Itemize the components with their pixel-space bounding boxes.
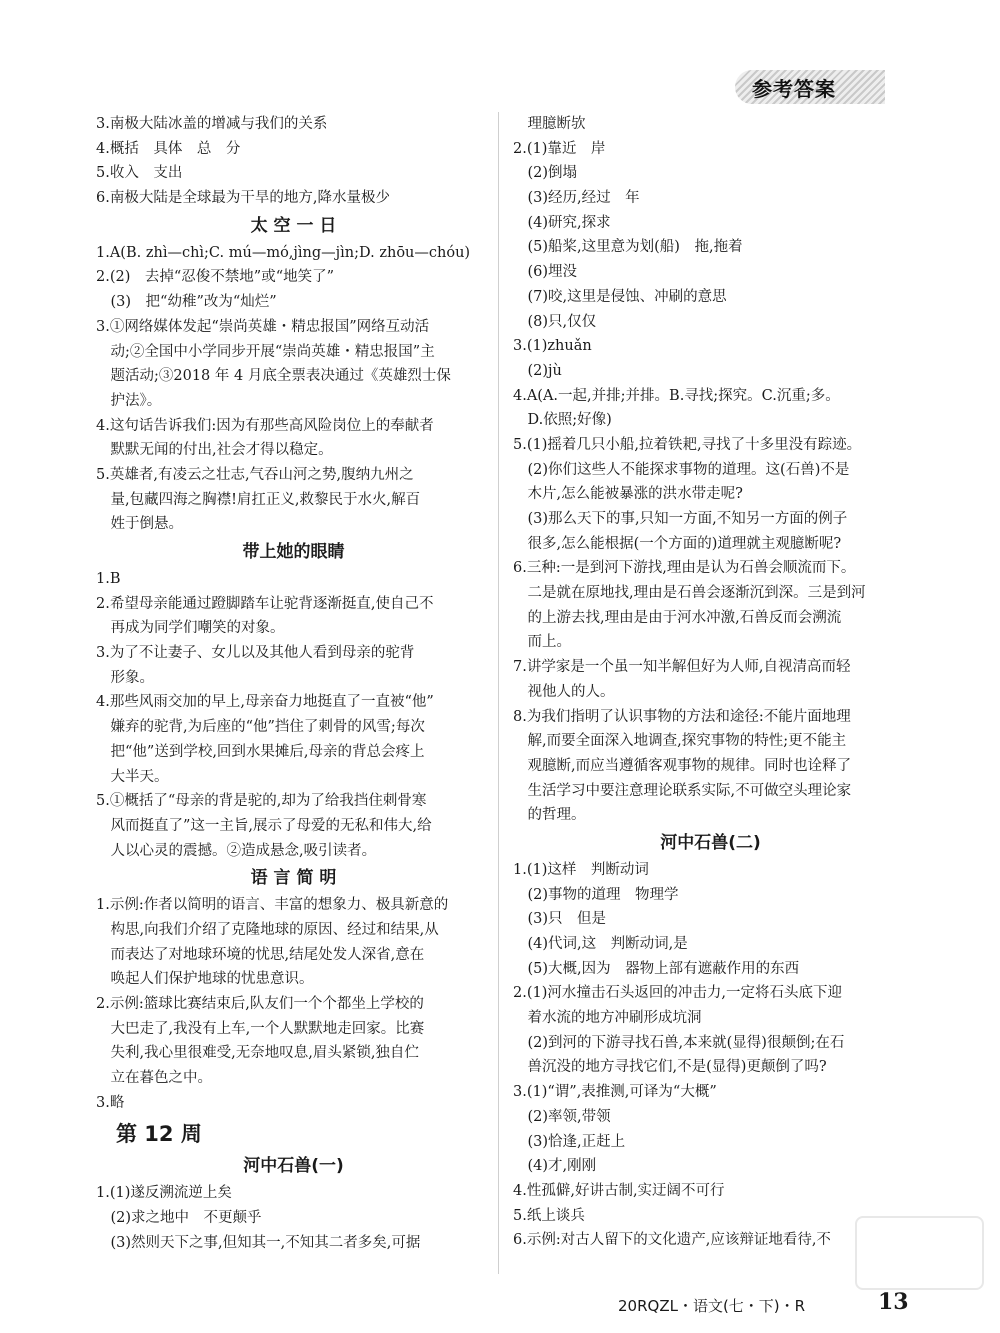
answer-line: 7.讲学家是一个虽一知半解但好为人师,自视清高而轻 <box>513 659 851 676</box>
answer-line: 3.(1)zhuǎn <box>513 338 592 355</box>
answer-line: 生活学习中要注意理论联系实际,不可做空头理论家 <box>513 782 852 799</box>
answer-line: 1.A(B. zhì—chì;C. mú—mó,jìng—jìn;D. zhōu—chóu) <box>96 244 471 261</box>
answer-line: 而表达了对地球环境的忧思,结尾处发人深省,意在 <box>96 946 425 963</box>
answer-line: 形象。 <box>96 669 154 686</box>
answer-line: 2.示例:篮球比赛结束后,队友们一个个都坐上学校的 <box>96 996 424 1012</box>
section-title: 太 空 一 日 <box>250 215 337 236</box>
answer-line: 嫌弃的驼背,为后座的“他”挡住了刺骨的风雪;每次 <box>96 719 425 736</box>
watermark-logo <box>855 1216 984 1290</box>
answer-line: 立在暮色之中。 <box>96 1070 212 1087</box>
answer-line: 理臆断欤 <box>513 116 586 132</box>
answer-line: (2)事物的道理 物理学 <box>513 886 679 903</box>
answer-line: 视他人的人。 <box>513 683 615 700</box>
answer-line: 5.纸上谈兵 <box>513 1207 585 1224</box>
answer-line: 3.(1)“谓”,表推测,可译为“大概” <box>513 1084 717 1101</box>
column-divider <box>498 112 499 1274</box>
answer-line: (2)率领,带领 <box>513 1108 611 1125</box>
answer-line: (5)船桨,这里意为划(船) 拖,拖着 <box>513 239 743 256</box>
answer-line: 二是就在原地找,理由是石兽会逐渐沉到深。三是到河 <box>513 585 866 602</box>
answer-line: (2)到河的下游寻找石兽,本来就(显得)很颠倒;在石 <box>513 1034 845 1051</box>
answer-line: 解,而要全面深入地调查,探究事物的特性;更不能主 <box>513 733 847 750</box>
section-title: 带上她的眼睛 <box>242 542 345 562</box>
answer-line: 唤起人们保护地球的忧患意识。 <box>96 971 314 988</box>
footer-book-code: 20RQZL・语文(七・下)・R <box>618 1297 806 1315</box>
answer-line: 1.示例:作者以简明的语言、丰富的想象力、极具新意的 <box>96 897 449 914</box>
answer-line: 3.为了不让妻子、女儿以及其他人看到母亲的驼背 <box>96 645 415 662</box>
answer-line: (8)只,仅仅 <box>513 313 597 330</box>
answer-line: 的哲理。 <box>513 807 586 824</box>
answer-line: (2)求之地中 不更颠乎 <box>96 1210 262 1227</box>
answer-line: 而上。 <box>513 634 571 651</box>
answer-line: 1.B <box>96 571 121 587</box>
answer-line: (4)代词,这 判断动词,是 <box>513 936 688 952</box>
answer-line: 构思,向我们介绍了克隆地球的原因、经过和结果,从 <box>96 921 439 938</box>
answer-line: 2.(1)河水撞击石头返回的冲击力,一定将石头底下迎 <box>513 985 842 1002</box>
answer-line: 2.(1)靠近 岸 <box>513 140 606 157</box>
left-column <box>96 112 491 1256</box>
answer-line: 量,包藏四海之胸襟!肩扛正义,救黎民于水火,解百 <box>96 491 421 508</box>
answer-line: (2)倒塌 <box>513 165 578 182</box>
answer-line: 2.希望母亲能通过蹬脚踏车让驼背逐渐挺直,使自己不 <box>96 595 434 612</box>
answer-line: 8.为我们指明了认识事物的方法和途径:不能片面地理 <box>513 708 851 725</box>
section-title: 河中石兽(二) <box>660 832 761 853</box>
answer-line: 6.南极大陆是全球最为干旱的地方,降水量极少 <box>96 190 390 207</box>
answer-line: 6.三种:一是到河下游找,理由是认为石兽会顺流而下。 <box>513 560 856 577</box>
right-column <box>513 112 908 1253</box>
answer-line: 人以心灵的震撼。②造成悬念,吸引读者。 <box>96 842 377 859</box>
answer-line: 4.概括 具体 总 分 <box>96 140 241 157</box>
answer-line: 5.英雄者,有凌云之壮志,气吞山河之势,腹纳九州之 <box>96 466 414 483</box>
answer-line: 很多,怎么能根据(一个方面的)道理就主观臆断呢? <box>513 535 842 552</box>
answer-line: 默默无闻的付出,社会才得以稳定。 <box>96 442 333 459</box>
answer-line: (5)大概,因为 器物上部有遮蔽作用的东西 <box>513 960 800 977</box>
answer-line: (4)才,刚刚 <box>513 1158 597 1175</box>
answer-line: (4)研究,探求 <box>513 214 611 231</box>
answer-line: 再成为同学们嘲笑的对象。 <box>96 620 285 637</box>
answer-line: 3.南极大陆冰盖的增减与我们的关系 <box>96 116 328 132</box>
answer-line: 姓于倒悬。 <box>96 516 183 533</box>
answer-line: 风而挺直了”这一主旨,展示了母爱的无私和伟大,给 <box>96 817 432 834</box>
answer-line: 5.(1)摇着几只小船,拉着铁耙,寻找了十多里没有踪迹。 <box>513 436 862 453</box>
answer-line: 把“他”送到学校,回到水果摊后,母亲的背总会疼上 <box>96 743 425 760</box>
answer-line: (2)jù <box>513 362 562 379</box>
answer-line: 兽沉没的地方寻找它们,不是(显得)更颠倒了吗? <box>513 1059 827 1076</box>
week-heading: 第 12 周 <box>116 1122 202 1147</box>
answer-line: 大半天。 <box>96 768 169 785</box>
answer-line: 5.收入 支出 <box>96 165 183 182</box>
answer-line: (6)埋没 <box>513 264 578 281</box>
answer-line: 题活动;③2018 年 4 月底全票表决通过《英雄烈士保 <box>96 368 451 385</box>
answer-line: (3)只 但是 <box>513 911 607 928</box>
answer-line: (7)咬,这里是侵蚀、冲刷的意思 <box>513 288 727 305</box>
answer-line: 失利,我心里很难受,无奈地叹息,眉头紧锁,独自伫 <box>96 1045 419 1062</box>
answer-line: 护法》。 <box>96 392 162 409</box>
answer-line: 6.示例:对古人留下的文化遗产,应该辩证地看待,不 <box>513 1232 831 1249</box>
answer-line: 3.略 <box>96 1094 125 1111</box>
answer-line: 着水流的地方冲刷形成坑洞 <box>513 1010 702 1027</box>
answer-line: 4.A(A.一起,并排;并排。B.寻找;探究。C.沉重;多。 <box>513 387 840 404</box>
answer-line: 观臆断,而应当遵循客观事物的规律。同时也诠释了 <box>513 757 852 774</box>
answer-line: (2)你们这些人不能探求事物的道理。这(石兽)不是 <box>513 461 850 478</box>
page-number: 13 <box>878 1289 909 1315</box>
answer-line: 3.①网络媒体发起“崇尚英雄・精忠报国”网络互动活 <box>96 318 430 335</box>
answer-line: (3)那么天下的事,只知一方面,不知另一方面的例子 <box>513 511 848 527</box>
header-title: 参考答案 <box>752 77 836 101</box>
answer-line: 大巴走了,我没有上车,一个人默默地走回家。比赛 <box>96 1020 425 1037</box>
answer-line: 2.(2) 去掉“忍俊不禁地”或“地笑了” <box>96 269 335 286</box>
section-title: 语 言 简 明 <box>250 868 337 889</box>
answer-line: 的上游去找,理由是由于河水冲激,石兽反而会溯流 <box>513 609 842 626</box>
answer-line: (3)恰逢,正赶上 <box>513 1133 626 1150</box>
answer-line: (3)经历,经过 年 <box>513 190 640 207</box>
answer-line: 1.(1)这样 判断动词 <box>513 861 649 878</box>
section-title: 河中石兽(一) <box>243 1156 344 1177</box>
answer-line: D.依照;好像) <box>513 412 612 429</box>
answer-line: 木片,怎么能被暴涨的洪水带走呢? <box>513 486 743 503</box>
answer-line: 4.性孤僻,好讲古制,实迂阔不可行 <box>513 1182 725 1199</box>
answer-line: 5.①概括了“母亲的背是驼的,却为了给我挡住刺骨寒 <box>96 793 427 810</box>
answer-line: 4.那些风雨交加的早上,母亲奋力地挺直了一直被“他” <box>96 694 434 711</box>
answer-line: (3)然则天下之事,但知其一,不知其二者多矣,可据 <box>96 1234 421 1251</box>
answer-line: 1.(1)遂反溯流逆上矣 <box>96 1185 232 1202</box>
answer-line: (3) 把“幼稚”改为“灿烂” <box>96 294 277 311</box>
answer-line: 4.这句话告诉我们:因为有那些高风险岗位上的奉献者 <box>96 417 434 434</box>
answer-line: 动;②全国中小学同步开展“崇尚英雄・精忠报国”主 <box>96 343 435 360</box>
